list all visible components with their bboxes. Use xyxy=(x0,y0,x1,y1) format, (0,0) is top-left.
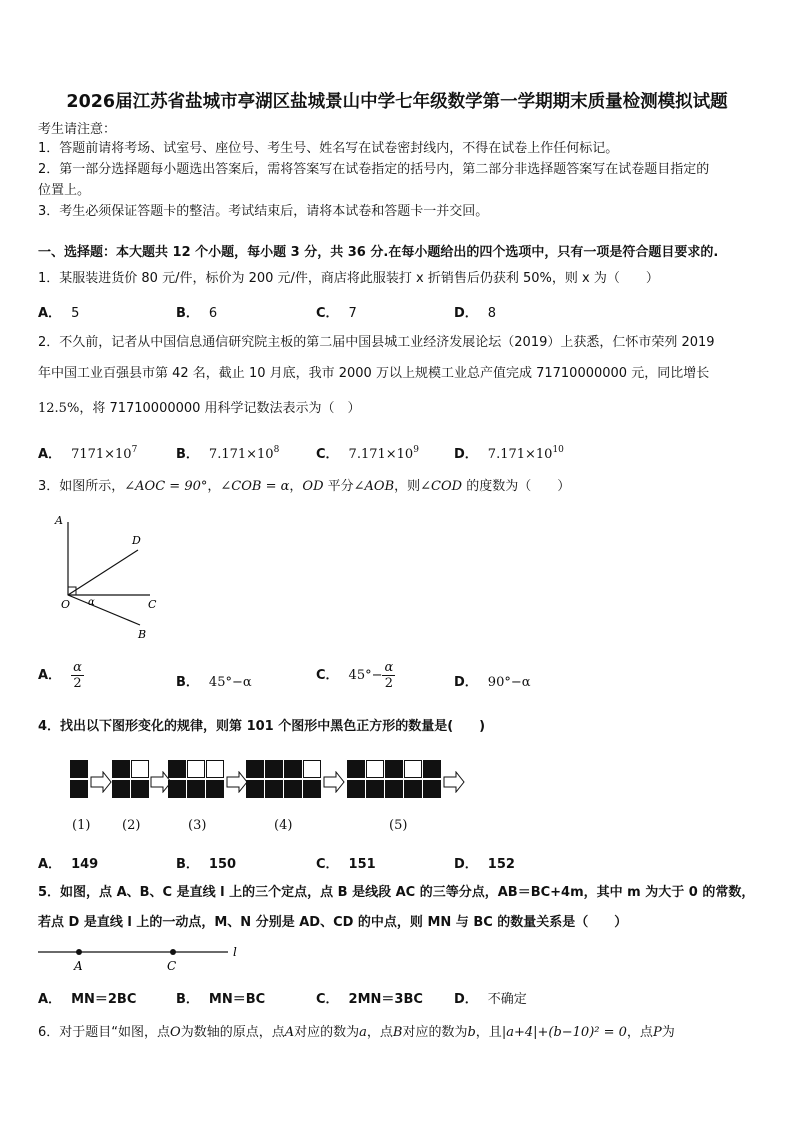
question-2-line-1: 2．不久前，记者从中国信息通信研究院主板的第二届中国县城工业经济发展论坛（2019）上获悉，仁怀市荣列 2019 xyxy=(38,335,715,350)
arrow-icon xyxy=(323,771,345,793)
option-value: 8 xyxy=(487,306,497,321)
option-value: 7.171×10 xyxy=(208,447,274,462)
black-square xyxy=(187,780,205,798)
q5-option-b xyxy=(176,988,265,1007)
q6-point-b: B xyxy=(392,1025,403,1040)
option-value: 90°−α xyxy=(487,675,531,690)
option-label: A． xyxy=(38,447,62,462)
q5-option-d xyxy=(454,988,527,1007)
q3-sep: ， xyxy=(207,479,221,494)
black-square xyxy=(168,760,186,778)
white-square xyxy=(187,760,205,778)
q4-option-d xyxy=(454,853,515,872)
black-square xyxy=(131,780,149,798)
q3-cod: ∠COD xyxy=(420,479,463,494)
option-exponent: 8 xyxy=(273,445,280,455)
option-label: C． xyxy=(316,992,339,1007)
q6-var-b: b xyxy=(467,1025,476,1040)
fraction xyxy=(382,660,395,691)
option-label: A． xyxy=(38,668,62,683)
black-square xyxy=(366,780,384,798)
arrow-icon xyxy=(90,771,112,793)
option-exponent: 7 xyxy=(131,445,138,455)
black-square xyxy=(347,760,365,778)
q3-option-d xyxy=(454,671,531,690)
option-label: C． xyxy=(316,857,339,872)
notice-item-3: 3．考生必须保证答题卡的整洁。考试结束后，请将本试卷和答题卡一并交回。 xyxy=(38,204,489,219)
option-label: A． xyxy=(38,306,62,321)
option-value: 7171×10 xyxy=(71,447,132,462)
q6-text: 对应的数为 xyxy=(402,1025,468,1040)
q1-option-a xyxy=(38,302,79,321)
option-label: B． xyxy=(176,992,199,1007)
q3-suffix: 的度数为（ ） xyxy=(462,479,571,494)
option-label: C． xyxy=(316,668,339,683)
option-value: 45°−α xyxy=(208,675,252,690)
option-label: D． xyxy=(454,447,478,462)
q6-text: 对应的数为 xyxy=(294,1025,360,1040)
question-2-line-2: 年中国工业百强县市第 42 名，截止 10 月底，我市 2000 万以上规模工业总产值完成 71710000000 元，同比增长 xyxy=(38,366,710,381)
q6-text: ，点 xyxy=(626,1025,653,1040)
label-c: C xyxy=(167,959,177,973)
black-square xyxy=(347,780,365,798)
option-label: B． xyxy=(176,675,199,690)
q1-option-b xyxy=(176,302,217,321)
q3-option-a xyxy=(38,660,84,691)
option-value: 152 xyxy=(487,857,515,872)
black-square xyxy=(404,780,422,798)
question-3-text xyxy=(38,478,570,496)
label-a: A xyxy=(74,959,83,973)
q3-option-b xyxy=(176,671,252,690)
figure-caption-1: (1) xyxy=(72,818,91,833)
q2-option-a xyxy=(38,443,137,462)
ray-ob xyxy=(68,595,140,625)
question-5-line-1: 5．如图，点 A、B、C 是直线 l 上的三个定点，点 B 是线段 AC 的三等分点，AB＝BC+4m，其中 m 为大于 0 的常数， xyxy=(38,885,755,900)
black-square xyxy=(70,780,88,798)
white-square xyxy=(206,760,224,778)
percent-value: 12.5% xyxy=(38,401,80,416)
notice-item-2-cont: 位置上。 xyxy=(38,183,91,198)
q6-point-a: A xyxy=(284,1025,295,1040)
arrow-icon xyxy=(443,771,465,793)
black-square xyxy=(303,780,321,798)
label-c: C xyxy=(148,598,157,611)
black-square xyxy=(246,780,264,798)
q3-mid: 平分 xyxy=(323,479,354,494)
black-square xyxy=(168,780,186,798)
option-value: 7 xyxy=(348,306,357,321)
figure-caption-5: (5) xyxy=(389,818,408,833)
label-l: l xyxy=(233,945,237,959)
q5-option-c xyxy=(316,988,423,1007)
label-d: D xyxy=(132,534,141,547)
option-value: 7.171×10 xyxy=(487,447,553,462)
white-square xyxy=(366,760,384,778)
q3-sep: ， xyxy=(289,479,303,494)
black-square xyxy=(385,760,403,778)
option-label: B． xyxy=(176,857,199,872)
option-label: D． xyxy=(454,857,478,872)
fraction-denominator: 2 xyxy=(73,676,82,691)
white-square xyxy=(303,760,321,778)
section-heading: 一、选择题：本大题共 12 个小题，每小题 3 分，共 36 分.在每小题给出的四个选项中，只有一项是符合题目要求的. xyxy=(38,245,719,260)
q6-text: ，且 xyxy=(475,1025,502,1040)
page-title: 2026届江苏省盐城市亭湖区盐城景山中学七年级数学第一学期期末质量检测模拟试题 xyxy=(66,92,728,112)
option-value: 150 xyxy=(208,857,237,872)
question-2-line-3-rest: ，将 71710000000 用科学记数法表示为（ ） xyxy=(79,401,361,416)
option-label: D． xyxy=(454,992,478,1007)
option-value: 45°− xyxy=(348,668,383,683)
fraction-numerator: α xyxy=(384,660,394,675)
q3-prefix: 3．如图所示， xyxy=(38,479,125,494)
q5-option-a xyxy=(38,988,136,1007)
option-label: B． xyxy=(176,447,199,462)
fraction-denominator: 2 xyxy=(384,676,394,691)
option-value: 7.171×10 xyxy=(348,447,414,462)
arrow-icon xyxy=(226,771,248,793)
q4-option-a xyxy=(38,853,98,872)
option-value: 5 xyxy=(71,306,80,321)
question-4-text: 4．找出以下图形变化的规律，则第 101 个图形中黑色正方形的数量是( ) xyxy=(38,719,486,734)
q2-option-c xyxy=(316,443,419,462)
black-square xyxy=(206,780,224,798)
fraction xyxy=(71,660,84,691)
q2-option-d xyxy=(454,443,564,462)
question-6-text xyxy=(38,1024,675,1042)
ray-od xyxy=(68,550,138,595)
q6-var-a: a xyxy=(359,1025,367,1040)
black-square xyxy=(246,760,264,778)
option-label: D． xyxy=(454,306,478,321)
point-a xyxy=(76,949,82,955)
option-value: MN＝2BC xyxy=(71,992,137,1007)
q4-option-c xyxy=(316,853,376,872)
option-label: D． xyxy=(454,675,478,690)
question-5-line-2: 若点 D 是直线 l 上的一动点，M、N 分别是 AD、CD 的中点，则 MN 与 BC 的数量关系是（ ） xyxy=(38,915,628,930)
q3-condition-cob: ∠COB = α xyxy=(220,479,290,494)
q6-point-o: O xyxy=(170,1025,181,1040)
black-square xyxy=(423,780,441,798)
q3-condition-aoc: ∠AOC = 90° xyxy=(124,479,208,494)
option-label: A． xyxy=(38,857,62,872)
black-square xyxy=(284,760,302,778)
fraction-numerator: α xyxy=(73,660,82,675)
q4-option-b xyxy=(176,853,236,872)
option-value: 不确定 xyxy=(487,992,527,1007)
question-1-text: 1．某服装进货价 80 元/件，标价为 200 元/件，商店将此服装打 x 折销售后仍获利 50%，则 x 为（ ） xyxy=(38,271,659,286)
label-b: B xyxy=(138,628,147,641)
notice-heading: 考生请注意： xyxy=(38,122,117,137)
white-square xyxy=(404,760,422,778)
q3-option-c xyxy=(316,660,395,691)
q6-text: 6．对于题目“如图，点 xyxy=(38,1025,171,1040)
angle-figure xyxy=(50,510,180,645)
black-square xyxy=(385,780,403,798)
option-value: 2MN＝3BC xyxy=(348,992,423,1007)
option-label: C． xyxy=(316,447,339,462)
black-square xyxy=(112,780,130,798)
option-value: MN＝BC xyxy=(208,992,266,1007)
option-exponent: 10 xyxy=(552,445,564,455)
q2-option-b xyxy=(176,443,279,462)
question-2-line-3 xyxy=(38,400,361,418)
notice-item-1: 1．答题前请将考场、试室号、座位号、考生号、姓名写在试卷密封线内，不得在试卷上作任何标记。 xyxy=(38,141,619,156)
figure-caption-2: (2) xyxy=(122,818,141,833)
option-label: C． xyxy=(316,306,339,321)
point-c xyxy=(170,949,176,955)
option-value: 6 xyxy=(208,306,218,321)
option-label: B． xyxy=(176,306,199,321)
white-square xyxy=(131,760,149,778)
q3-aob: ∠AOB xyxy=(353,479,395,494)
black-square xyxy=(265,760,283,778)
black-square xyxy=(284,780,302,798)
q3-mid2: ，则 xyxy=(394,479,421,494)
option-exponent: 9 xyxy=(413,445,419,455)
q3-od: OD xyxy=(302,479,324,494)
q6-text: ，点 xyxy=(366,1025,393,1040)
q6-text: 为 xyxy=(661,1025,675,1040)
black-square xyxy=(423,760,441,778)
black-square xyxy=(112,760,130,778)
q6-point-p: P xyxy=(652,1025,662,1040)
black-square xyxy=(70,760,88,778)
label-alpha: α xyxy=(88,597,95,608)
line-figure xyxy=(36,942,256,974)
figure-caption-3: (3) xyxy=(188,818,207,833)
option-value: 151 xyxy=(348,857,376,872)
q6-equation: |a+4|+(b−10)² = 0 xyxy=(501,1025,627,1040)
q1-option-c xyxy=(316,302,357,321)
option-value: 149 xyxy=(71,857,99,872)
label-a: A xyxy=(55,514,63,527)
figure-caption-4: (4) xyxy=(274,818,293,833)
notice-item-2: 2．第一部分选择题每小题选出答案后，需将答案写在试卷指定的括号内，第二部分非选择题答案写在试卷题目指定的 xyxy=(38,162,710,177)
q1-option-d xyxy=(454,302,496,321)
q6-text: 为数轴的原点，点 xyxy=(180,1025,285,1040)
option-label: A． xyxy=(38,992,62,1007)
black-square xyxy=(265,780,283,798)
label-o: O xyxy=(61,598,71,611)
